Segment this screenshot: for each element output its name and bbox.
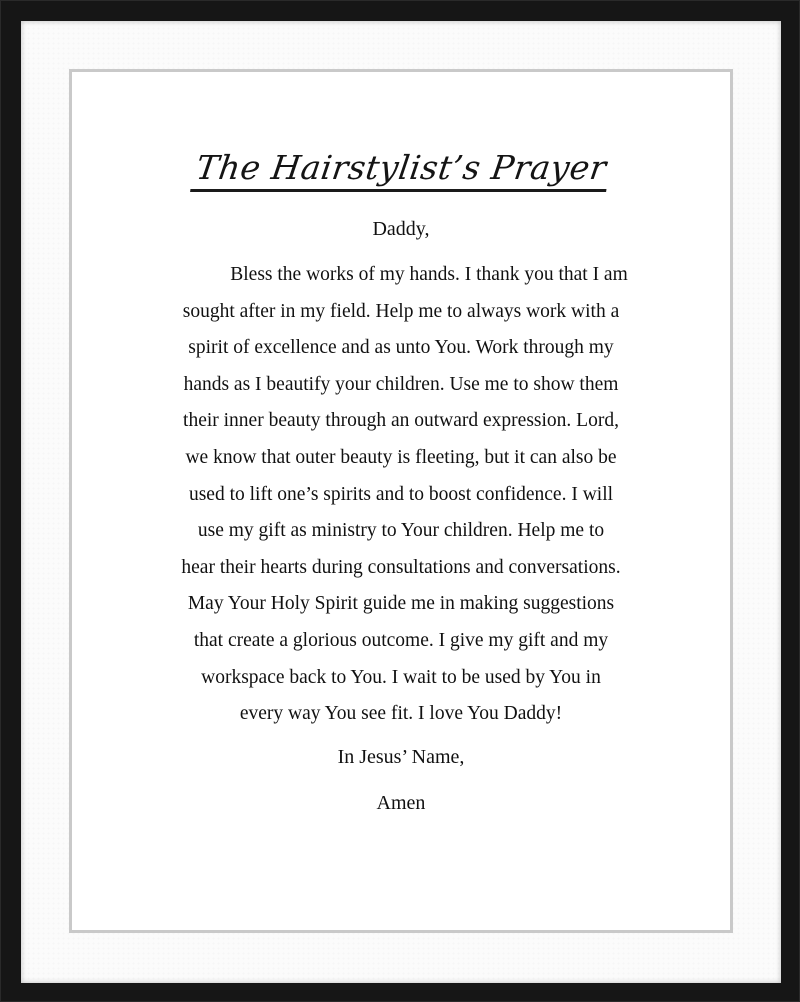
title-container (72, 150, 730, 192)
prayer-line: sought after in my field. Help me to always work with a (182, 300, 620, 322)
prayer-line: that create a glorious outcome. I give my gift and my (193, 629, 609, 651)
closing-line: In Jesus’ Name, (337, 746, 465, 768)
print-area (69, 69, 733, 933)
prayer-line: their inner beauty through an outward expression. Lord, (183, 410, 619, 432)
document-title: The Hairstylist’s Prayer (190, 150, 612, 192)
prayer-line: every way You see fit. I love You Daddy! (239, 703, 563, 725)
prayer-line: used to lift one’s spirits and to boost confidence. I will (188, 483, 614, 505)
prayer-body (92, 257, 710, 733)
greeting: Daddy, (372, 218, 430, 240)
prayer-line: we know that outer beauty is fleeting, but it can also be (185, 446, 617, 468)
frame-mat (21, 21, 781, 983)
prayer-line: spirit of excellence and as unto You. Work through my (188, 337, 614, 359)
prayer-line: May Your Holy Spirit guide me in making suggestions (187, 593, 615, 615)
prayer-line: hands as I beautify your children. Use me to show them (183, 373, 619, 395)
prayer-line: Bless the works of my hands. I thank you that I am (230, 264, 628, 285)
prayer-line: hear their hearts during consultations and conversations. (181, 556, 621, 578)
prayer-line: workspace back to You. I wait to be used by You in (201, 666, 601, 688)
amen-line: Amen (376, 792, 426, 814)
prayer-line: use my gift as ministry to Your children. Help me to (197, 520, 605, 542)
